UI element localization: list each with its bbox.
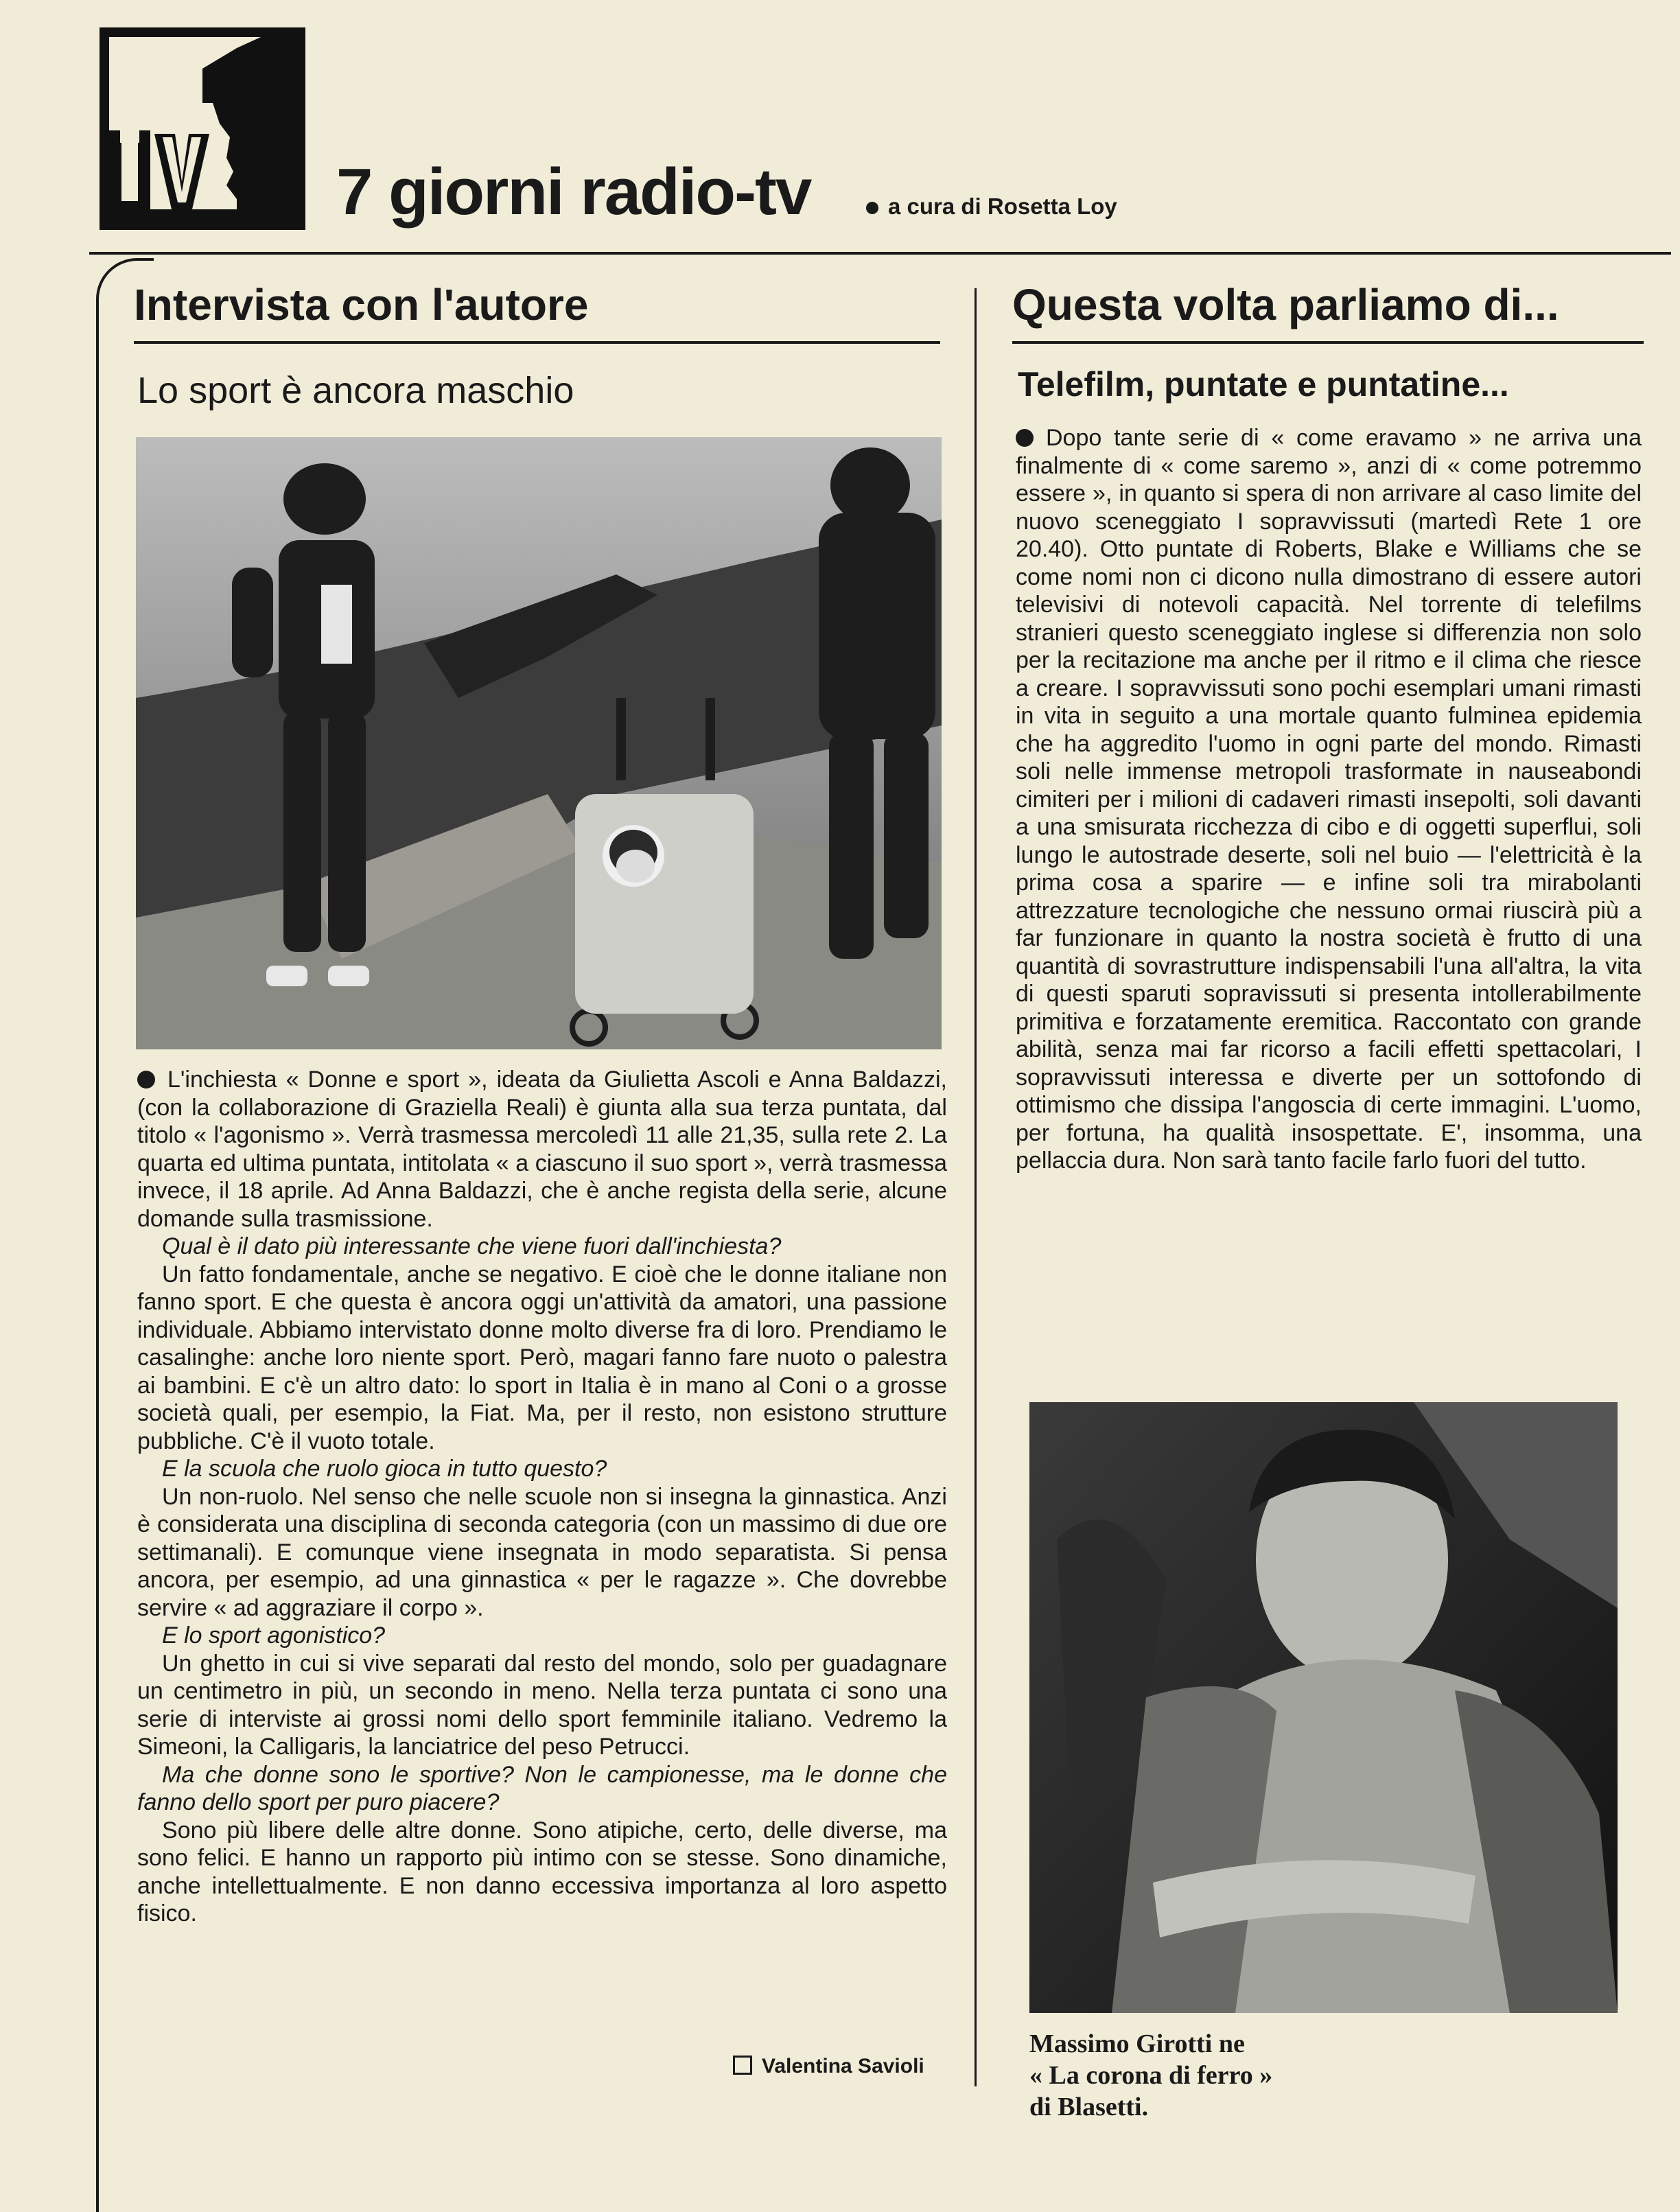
question-4: Ma che donne sono le sportive? Non le campionesse, ma le donne che fanno dello sport per puro piacere? [137, 1761, 947, 1815]
answer-1: Un fatto fondamentale, anche se negativo. E cioè che le donne italiane non fanno sport. E che questa è ancora oggi un'attività da amatori, una passione individuale. Abbiamo intervistato donne molto diverse fra di loro. Prendiamo le casalinghe: anche loro niente sport. Però, magari fanno fare nuoto o palestra ai bambini. E c'è un altro dato: lo sport in Italia è in mano al Coni o a grosse società quali, per esempio, la Fiat. Ma, per il resto, non esistono strutture pubbliche. C'è il vuoto totale. [137, 1261, 947, 1454]
column-divider [975, 288, 977, 2086]
top-rule [89, 252, 1671, 255]
caption-line-3: di Blasetti. [1029, 2093, 1149, 2121]
left-article-body [137, 1066, 947, 1928]
box-icon [733, 2056, 752, 2075]
left-headline: Lo sport è ancora maschio [137, 370, 574, 411]
right-headline: Telefilm, puntate e puntatine... [1018, 365, 1509, 404]
right-section-rule [1012, 341, 1644, 344]
masthead-credit-text: a cura di Rosetta Loy [888, 194, 1117, 219]
answer-2: Un non-ruolo. Nel senso che nelle scuole non si insegna la ginnastica. Anzi è considerata una disciplina di seconda categoria (con un massimo di due ore settimanali). E comunque viene insegnata in modo separatista. Si pensa ancora, per esempio, ad una ginnastica « per le ragazze ». Che dovrebbe servire « ad aggraziare il corpo ». [137, 1483, 947, 1621]
bullet-icon [1016, 429, 1034, 447]
right-section-title: Questa volta parliamo di... [1012, 280, 1559, 329]
bullet-icon [137, 1071, 155, 1088]
massimo-girotti-photo [1029, 1402, 1618, 2013]
byline [733, 2055, 924, 2078]
bullet-icon [866, 202, 878, 214]
left-section-rule [134, 341, 940, 344]
question-1: Qual è il dato più interessante che viene fuori dall'inchiesta? [162, 1233, 782, 1259]
answer-3: Un ghetto in cui si vive separati dal resto del mondo, solo per guadagnare un centimetro in più, un secondo in meno. Nella terza puntata ci sono una serie di interviste ai grossi nomi dello sport femminile italiano. Vedremo la Simeoni, la Calligaris, la lanciatrice del peso Petrucci. [137, 1650, 947, 1760]
photo-caption [1029, 2028, 1441, 2123]
byline-author: Valentina Savioli [762, 2055, 924, 2077]
tv-logo [100, 27, 305, 230]
women-stroller-photo [136, 437, 942, 1049]
right-paragraph: Dopo tante serie di « come eravamo » ne arriva una finalmente di « come saremo », anzi di « come potremmo essere », in quanto si spera di non arrivare al caso limite del nuovo sceneggiato I sopravvissuti (martedì Rete 1 ore 20.40). Otto puntate di Roberts, Blake e Williams che se come nomi non ci dicono nulla dimostrano di essere autori televisivi di notevoli capacità. Nel torrente di telefilms stranieri questo sceneggiato inglese si differenzia non solo per la recitazione ma anche per il ritmo e il clima che riesce a creare. I sopravvissuti sono pochi esemplari umani rimasti in vita in seguito a una mortale quanto fulminea epidemia che ha aggredito l'uomo in ogni parte del mondo. Rimasti soli nelle immense metropoli trasformate in nauseabondi cimiteri per i milioni di cadaveri rimasti insepolti, soli davanti a una smisurata ricchezza di cibo e di oggetti superflui, soli lungo le autostrade deserte, soli nel buio — l'elettricità è la prima cosa a sparire — e infine soli tra mirabolanti attrezzature tecnologiche che nessuno ormai riuscirà più a far funzionare in quanto la nostra società è frutto di una quantità di sovrastrutture indispensabili l'una all'altra, la vita di questi sparuti sopravissuti si presenta intollerabilmente primitiva e forzatamente eremitica. Raccontato con grande abilità, senza mai far ricorso a facili effetti spettacolari, I sopravvissuti interessa e diverte per un sottofondo di ottimismo che dissipa l'angoscia di certe immagini. L'uomo, per fortuna, ha qualità insospettate. E', insomma, una pellaccia dura. Non sarà tanto facile farlo fuori del tutto. [1016, 425, 1642, 1174]
question-3: E lo sport agonistico? [162, 1622, 386, 1649]
question-2: E la scuola che ruolo gioca in tutto questo? [162, 1456, 607, 1482]
masthead-credit [866, 194, 1117, 220]
masthead-title: 7 giorni radio-tv [336, 155, 811, 229]
answer-4: Sono più libere delle altre donne. Sono atipiche, certo, delle diverse, ma sono felici. E hanno un rapporto più intimo con se stesse. Sono dinamiche, anche intellettualmente. E non danno eccessiva importanza al loro aspetto fisico. [137, 1817, 947, 1926]
intro-paragraph: L'inchiesta « Donne e sport », ideata da Giulietta Ascoli e Anna Baldazzi, (con la collaborazione di Graziella Reali) è giunta alla sua terza puntata, dal titolo « l'agonismo ». Verrà trasmessa mercoledì 11 alle 21,35, sulla rete 2. La quarta ed ultima puntata, intitolata « a ciascuno il suo sport », verrà trasmessa invece, il 18 aprile. Ad Anna Baldazzi, che è anche regista della serie, alcune domande sulla trasmissione. [137, 1067, 947, 1232]
left-section-title: Intervista con l'autore [134, 280, 589, 329]
right-article-body [1016, 424, 1642, 1175]
caption-line-1: Massimo Girotti ne [1029, 2029, 1245, 2058]
caption-line-2: « La corona di ferro » [1029, 2061, 1273, 2090]
